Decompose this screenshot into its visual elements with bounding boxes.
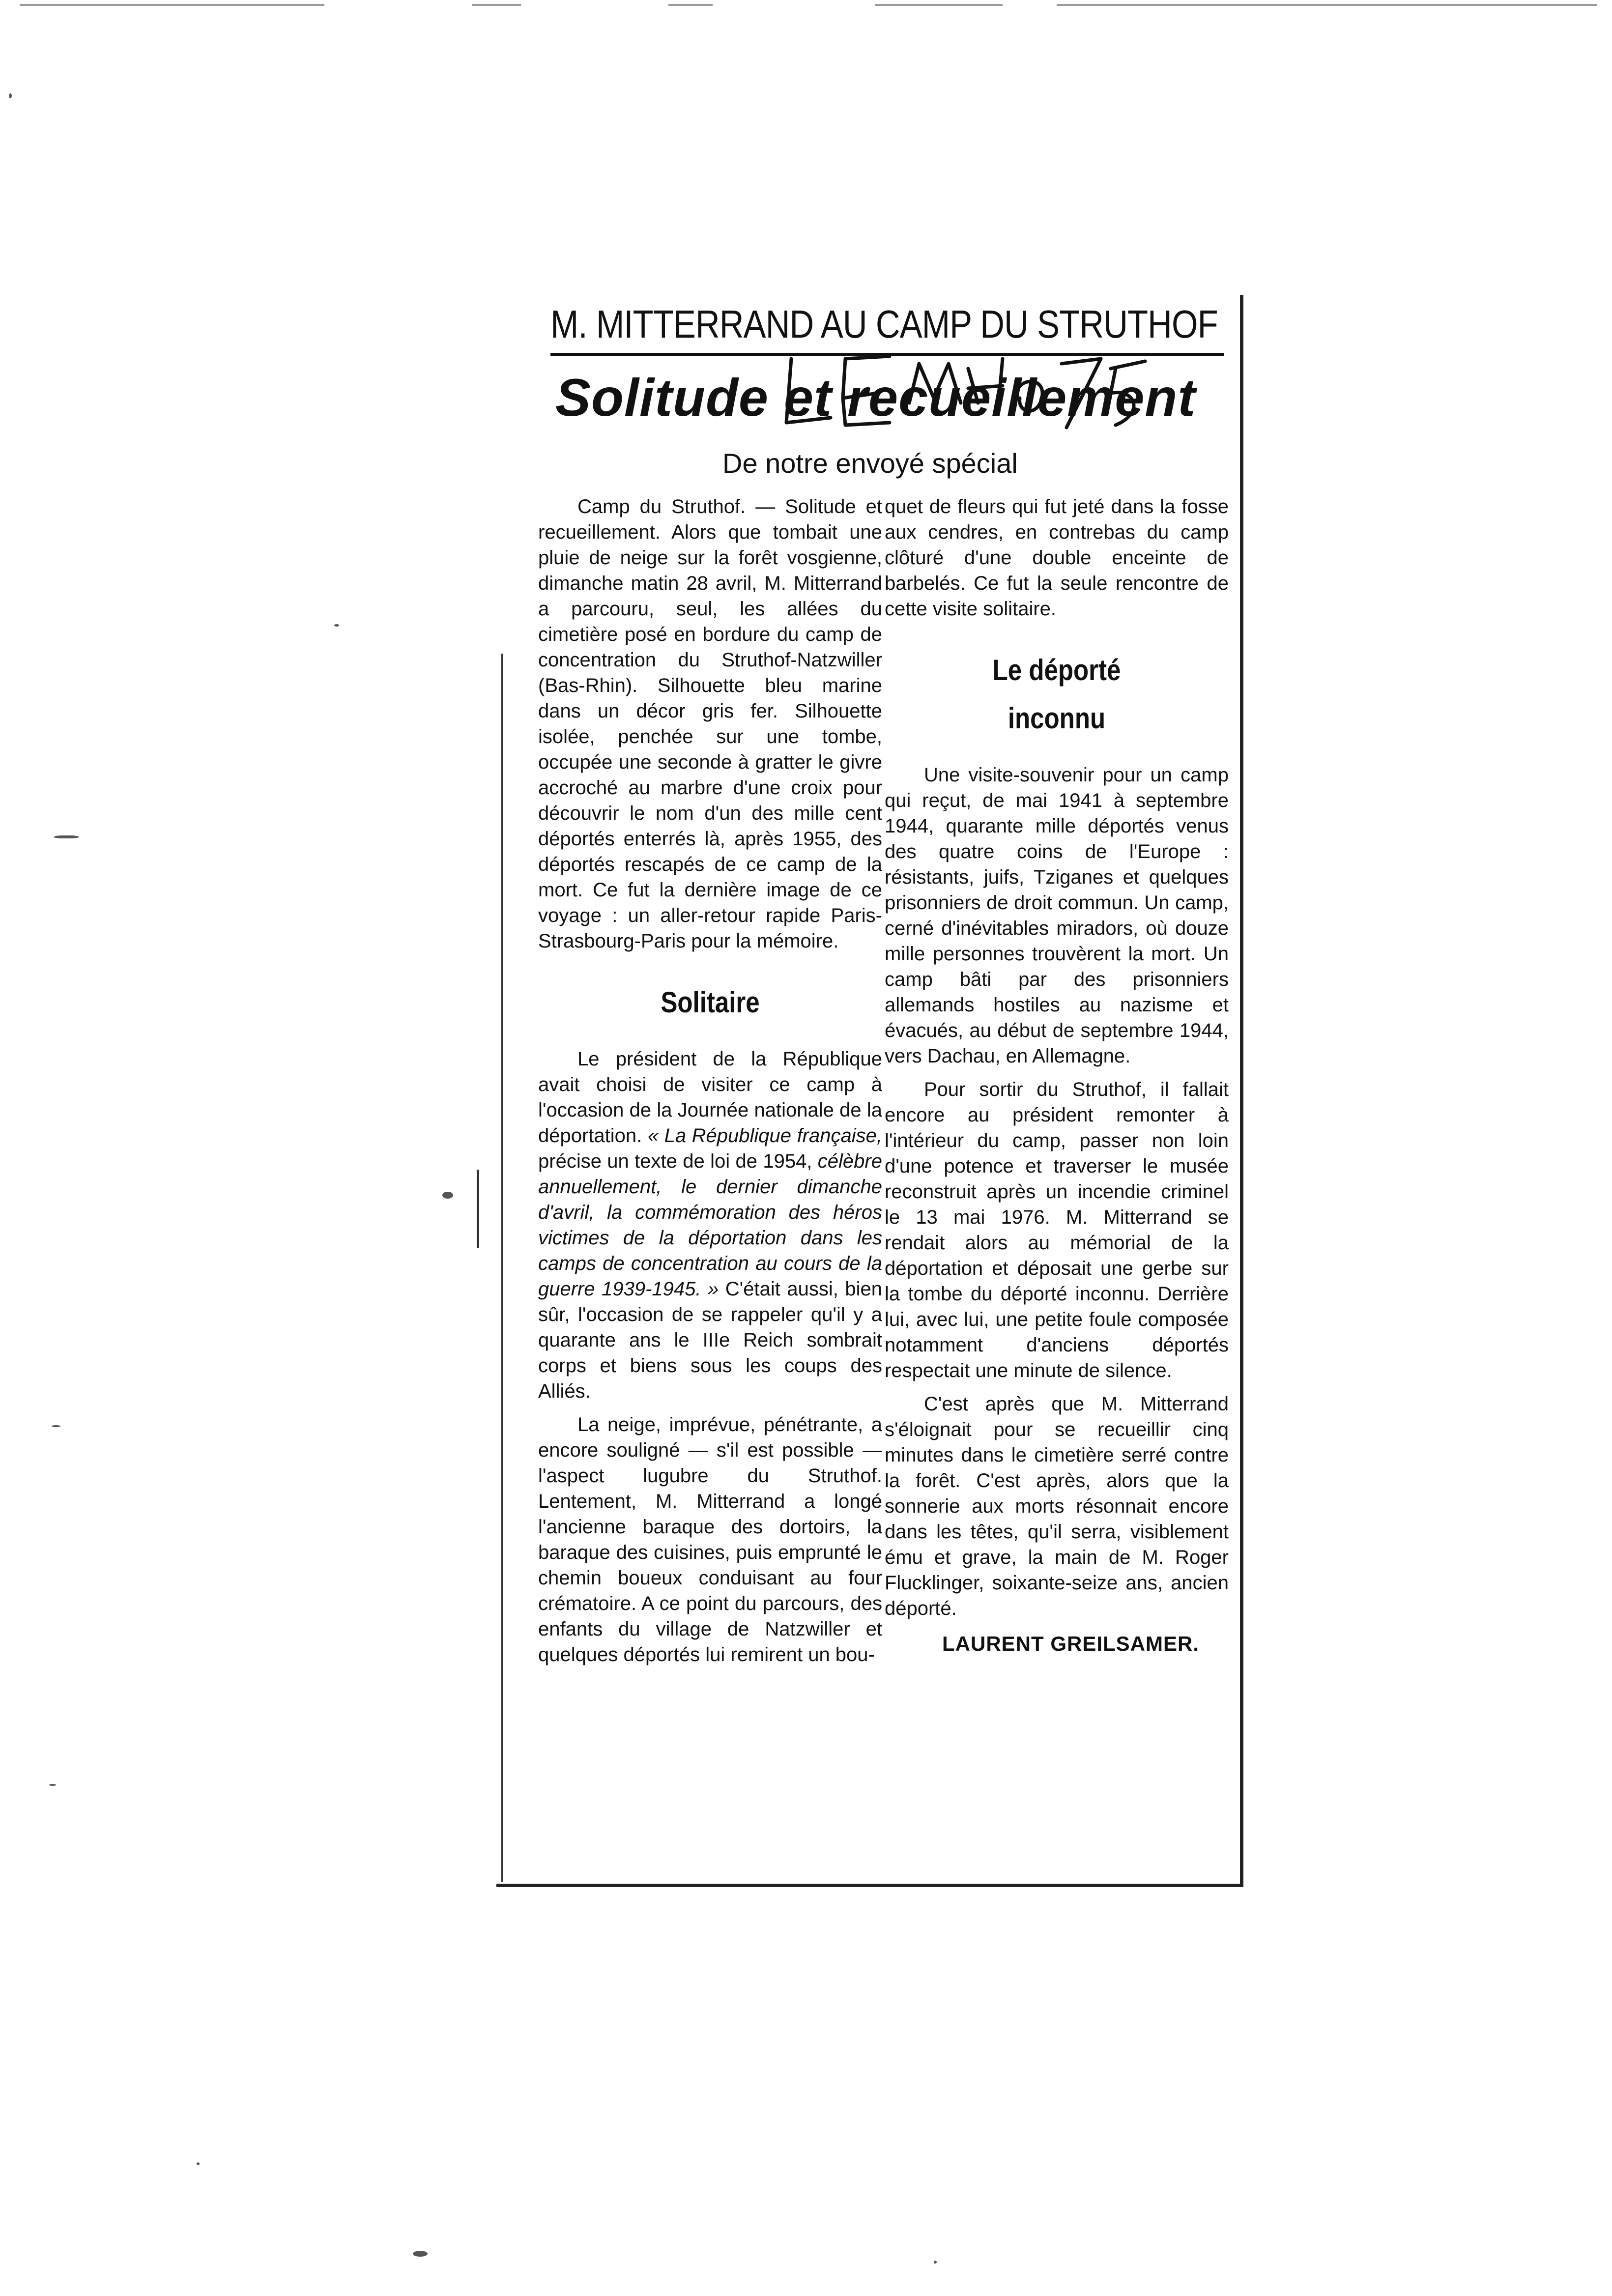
- article-byline: De notre envoyé spécial: [722, 448, 1018, 479]
- paragraph: [538, 1046, 882, 1404]
- section-heading-line: Le déporté: [992, 654, 1121, 687]
- paragraph-text: C'était aussi, bien sûr, l'occasion de se rappeler qu'il y a quarante ans le IIIe Reich sombrait corps et biens sous les coups des Alliés.: [538, 1278, 882, 1402]
- paragraph: Pour sortir du Struthof, il fallait encore au président remonter à l'intérieur du camp, passer non loin d'une potence et traverser le musée reconstruit après un incendie criminel le 13 mai 1976. M. Mitterrand se rendait alors au mémorial de la déportation et déposait une gerbe sur la tombe du déporté inconnu. Derrière lui, avec lui, une petite foule composée notamment d'anciens déportés respectait une minute de silence.: [885, 1079, 1229, 1381]
- scan-speck: [54, 835, 79, 838]
- paragraph: Camp du Struthof. — Solitude et recueillement. Alors que tombait une pluie de neige sur la forêt vosgienne, dimanche matin 28 avril, M. Mitterrand a parcouru, seul, les allées du cimetière posé en bordure du camp de concentration du Struthof-Natzwiller (Bas-Rhin). Silhouette bleu marine dans un décor gris fer. Silhouette isolée, penchée sur une tombe, occupée une seconde à gratter le givre accroché au marbre d'une croix pour découvrir le nom d'un des mille cent déportés enterrés là, après 1955, des déportés rescapés de ce camp de la mort. Ce fut la dernière image de ce voyage : un aller-retour rapide Paris-Strasbourg-Paris pour la mémoire.: [538, 496, 882, 952]
- quote-text: « La République française,: [647, 1125, 882, 1147]
- paragraph: La neige, imprévue, pénétrante, a encore souligné — s'il est possible — l'aspect lugubre du Struthof. Lentement, M. Mitterrand a longé l'ancienne baraque des dortoirs, la baraque des cuisines, puis emprunté le chemin boueux conduisant au four crématoire. A ce point du parcours, des enfants du village de Natzwiller et quelques déportés lui remirent un bou-: [538, 1414, 882, 1665]
- scan-speck: [197, 2162, 200, 2165]
- author-signature: LAURENT GREILSAMER.: [942, 1632, 1199, 1655]
- article-kicker: M. MITTERRAND AU CAMP DU STRUTHOF: [550, 302, 1218, 346]
- paragraph-text: Le président de la République avait choisi de visiter ce camp à l'occasion de la Journée nationale de la déportation.: [538, 1048, 882, 1147]
- scan-margin-mark: [477, 1170, 479, 1248]
- scan-artifact-line: [20, 4, 324, 6]
- scan-speck: [52, 1425, 60, 1427]
- scan-speck: [334, 624, 339, 627]
- article-column-right: [885, 494, 1229, 1657]
- scan-speck: [934, 2261, 937, 2264]
- kicker-rule: [550, 353, 1224, 356]
- scan-artifact-line: [875, 4, 1003, 6]
- section-heading: Solitaire: [661, 986, 760, 1019]
- paragraph: Une visite-souvenir pour un camp qui reçut, de mai 1941 à septembre 1944, quarante mille déportés venus des quatre coins de l'Europe : résistants, juifs, Tziganes et quelques prisonniers de droit commun. Un camp, cerné d'inévitables miradors, où douze mille personnes trouvèrent la mort. Un camp bâti par des prisonniers allemands hostiles au nazisme et évacués, au début de septembre 1944, vers Dachau, en Allemagne.: [885, 764, 1229, 1067]
- quote-text: célèbre annuellement, le dernier dimanche d'avril, la commémoration des héros victimes de la déportation dans les camps de concentration au cours de la guerre 1939-1945. »: [538, 1150, 882, 1300]
- article-column-left: [538, 494, 882, 1675]
- paragraph: C'est après que M. Mitterrand s'éloignait pour se recueillir cinq minutes dans le cimetière serré contre la forêt. C'est après, alors que la sonnerie aux morts résonnait encore dans les têtes, qu'il serra, visiblement ému et grave, la main de M. Roger Flucklinger, soixante-seize ans, ancien déporté.: [885, 1393, 1229, 1619]
- section-heading: [911, 646, 1203, 743]
- paragraph-text: précise un texte de loi de 1954,: [538, 1150, 818, 1172]
- scan-speck: [49, 1784, 56, 1786]
- section-heading-line: inconnu: [1008, 702, 1106, 735]
- scan-artifact-line: [472, 4, 521, 6]
- scan-artifact-line: [1057, 4, 1597, 6]
- scan-speck: [442, 1192, 453, 1199]
- article-headline: Solitude et recueillement: [555, 368, 1196, 427]
- paragraph: quet de fleurs qui fut jeté dans la fosse aux cendres, en contrebas du camp clôturé d'une double enceinte de barbelés. Ce fut la seule rencontre de cette visite solitaire.: [885, 496, 1229, 620]
- scan-speck: [413, 2251, 428, 2257]
- scan-speck: [9, 93, 12, 98]
- scan-artifact-line: [668, 4, 713, 6]
- newspaper-clipping: [496, 295, 1243, 1887]
